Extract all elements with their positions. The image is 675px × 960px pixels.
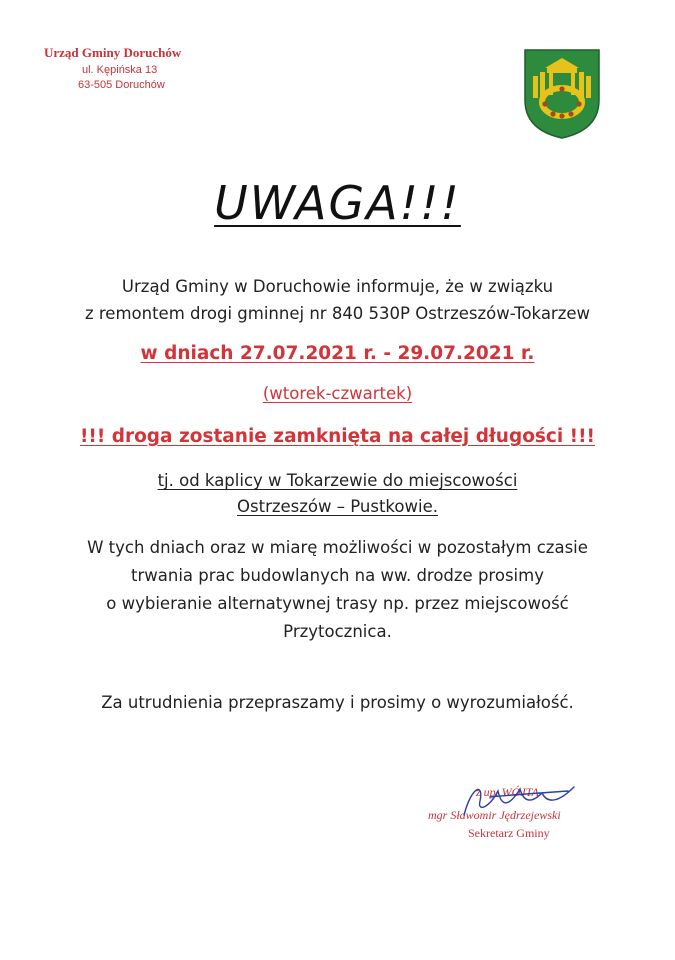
notice-title: UWAGA!!!: [214, 176, 461, 230]
closure-days: (wtorek-czwartek): [262, 384, 413, 403]
closure-dates: w dniach 27.07.2021 r. - 29.07.2021 r.: [140, 343, 535, 364]
intro-line-2: z remontem drogi gminnej nr 840 530P Ostrzeszów-Tokarzew: [84, 304, 591, 323]
handwritten-signature: [450, 779, 600, 824]
stamp-street: ul. Kępińska 13: [82, 64, 158, 76]
intro-line-1: Urząd Gminy w Doruchowie informuje, że w związku: [121, 277, 554, 296]
signature-stamp: [420, 785, 620, 860]
signature-authority: z up. WÓJTA: [476, 785, 539, 799]
closure-warning: !!! droga zostanie zamknięta na całej długości !!!: [79, 426, 595, 447]
signatory-title: Sekretarz Gminy: [468, 826, 550, 840]
road-section-line-1: tj. od kaplicy w Tokarzewie do miejscowości: [157, 471, 518, 490]
body-line-1: W tych dniach oraz w miarę możliwości w pozostałym czasie: [87, 538, 588, 557]
signatory-name: mgr Sławomir Jędrzejewski: [428, 808, 561, 822]
stamp-office-name: Urząd Gminy Doruchów: [44, 45, 182, 60]
body-line-3: o wybieranie alternatywnej trasy np. przez miejscowość: [106, 594, 569, 613]
stamp-postal-city: 63-505 Doruchów: [78, 79, 165, 91]
coat-of-arms-icon: [523, 48, 601, 140]
office-stamp: [44, 45, 214, 91]
road-section-line-2: Ostrzeszów – Pustkowie.: [237, 497, 438, 516]
apology-line: Za utrudnienia przepraszamy i prosimy o wyrozumiałość.: [101, 693, 574, 712]
body-line-4: Przytocznica.: [283, 622, 392, 641]
body-line-2: trwania prac budowlanych na ww. drodze prosimy: [131, 566, 544, 585]
